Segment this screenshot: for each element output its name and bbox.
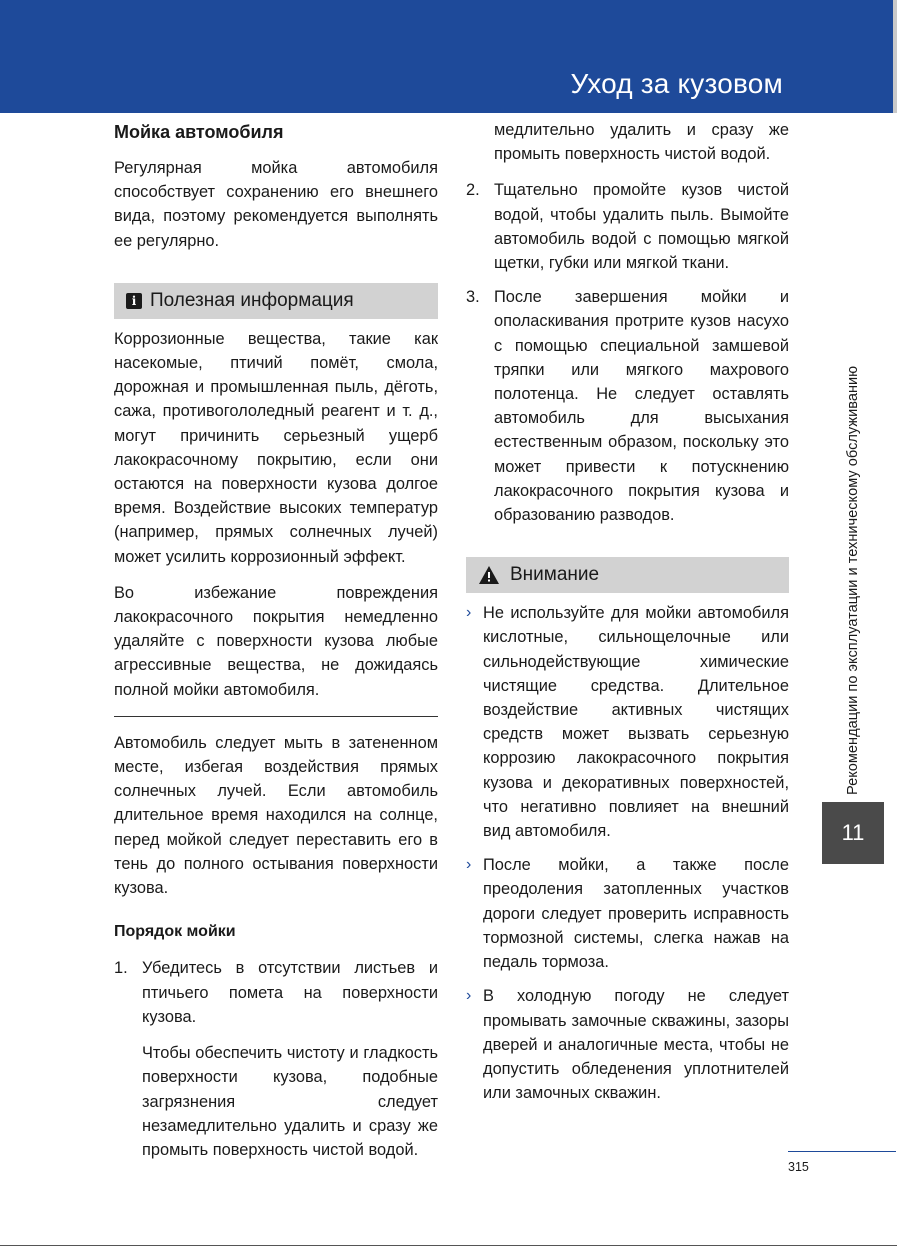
footer-rule	[788, 1151, 896, 1152]
chapter-number-tab	[822, 802, 884, 864]
intro-paragraph: Регулярная мойка автомобиля способствует сохранению его внешнего вида, поэтому рекомендуется выполнять ее регулярно.	[114, 159, 438, 250]
step-number: 3.	[466, 288, 480, 307]
step-number: 1.	[114, 959, 128, 978]
step-number: 2.	[466, 181, 480, 200]
warning-box-title: Внимание	[510, 564, 600, 586]
section-heading: Мойка автомобиля	[114, 122, 284, 142]
warning-item-text: После мойки, а также после преодоления затопленных участков дороги следует проверить исправность тормозной системы, слегка нажав на педаль тормоза.	[483, 856, 789, 972]
step-text: Убедитесь в отсутствии листьев и птичьего помета на поверхности кузова.	[142, 959, 438, 1026]
warning-item	[466, 601, 789, 843]
warning-item-text: Не используйте для мойки автомобиля кислотные, сильнощелочные или сильнодействующие химические чистящие средства. Длительное воздействие активных чистящих средств может вызвать серьезную коррозию лакокрасочного покрытия кузова и декоративных поверхностей, что негативно повлияет на внешний вид автомобиля.	[483, 604, 789, 841]
section-title: Уход за кузовом	[570, 68, 783, 99]
chevron-right-icon: ›	[466, 856, 472, 874]
info-paragraph-1: Коррозионные вещества, такие как насекомые, птичий помёт, смола, дорожная и промышленная пыль, дёготь, сажа, противогололедный реагент и т. д., могут причинить серьезный ущерб лакокрасочному покрытию, если они остаются на поверхности кузова долгое время. Воздействие высоких температур (например, прямых солнечных лучей) может усилить коррозионный эффект.	[114, 329, 438, 566]
order-heading: Порядок мойки	[114, 923, 236, 941]
info-icon: i	[126, 293, 142, 309]
step-text: После завершения мойки и ополаскивания протрите кузов насухо с помощью специальной замшевой тряпки или мягкого махрового полотенца. Не следует оставлять автомобиль для высыхания естественным образом, поскольку это может привести к потускнению лакокрасочного покрытия кузова и образованию разводов.	[494, 288, 789, 525]
shade-paragraph: Автомобиль следует мыть в затененном месте, избегая воздействия прямых солнечных лучей. Если автомобиль длительное время находился на солнце, перед мойкой следует переставить его в тень до полного остывания поверхности кузова.	[114, 733, 438, 898]
chevron-right-icon: ›	[466, 604, 472, 622]
info-box-title: Полезная информация	[150, 289, 354, 311]
warning-triangle-icon	[478, 565, 500, 585]
right-column	[466, 118, 789, 1115]
warning-item	[466, 984, 789, 1105]
step-3	[466, 285, 789, 527]
page-header	[0, 0, 893, 113]
step-1-continued: медлительно удалить и сразу же промыть поверхность чистой водой.	[494, 121, 789, 164]
chevron-right-icon: ›	[466, 987, 472, 1005]
page-number: 315	[788, 1160, 809, 1174]
info-box-header	[114, 283, 438, 319]
chapter-number: 11	[841, 820, 865, 845]
step-text-extra: Чтобы обеспечить чистоту и гладкость поверхности кузова, подобные загрязнения следует незамедлительно удалить и сразу же промыть поверхность чистой водой.	[142, 1044, 438, 1159]
left-column	[114, 118, 438, 1159]
step-2	[466, 178, 789, 275]
header-edge	[893, 0, 897, 113]
info-paragraph-2: Во избежание повреждения лакокрасочного покрытия немедленно удаляйте с поверхности кузова любые агрессивные вещества, не дожидаясь полной мойки автомобиля.	[114, 583, 438, 699]
chapter-title-vertical: Рекомендации по эксплуатации и техническому обслуживанию	[845, 365, 861, 795]
step-text: Тщательно промойте кузов чистой водой, чтобы удалить пыль. Вымойте автомобиль водой с помощью мягкой щетки, губки или мягкой ткани.	[494, 181, 789, 273]
info-box-divider	[114, 716, 438, 717]
warning-item	[466, 853, 789, 974]
bottom-border	[0, 1245, 897, 1246]
warning-box-header	[466, 557, 789, 593]
warning-item-text: В холодную погоду не следует промывать замочные скважины, зазоры дверей и аналогичные места, чтобы не допустить обледенения уплотнителей или замочных скважин.	[483, 987, 789, 1103]
step-1	[114, 956, 438, 1159]
